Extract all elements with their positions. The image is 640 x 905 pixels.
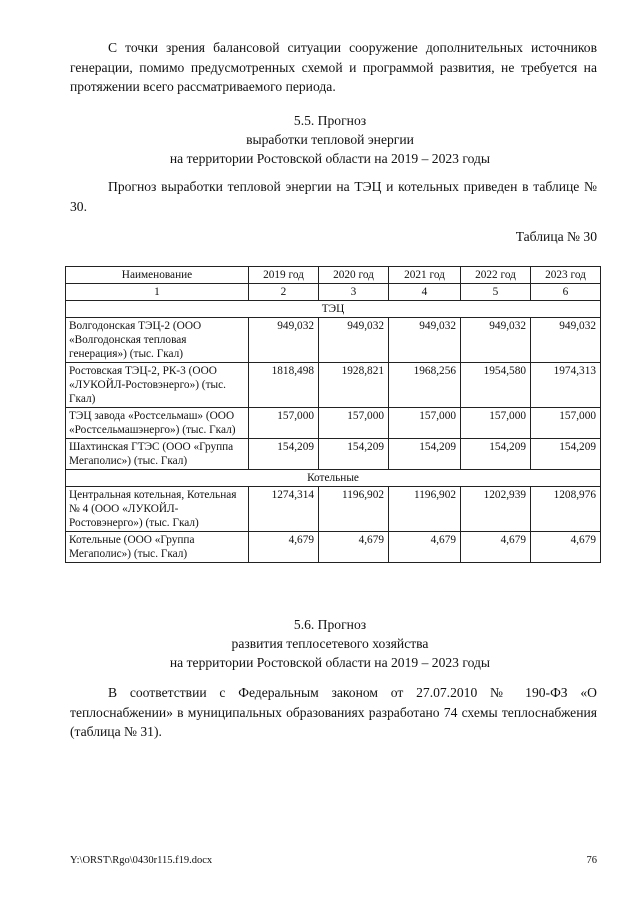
header-name: Наименование xyxy=(66,267,249,284)
section-label-boilers: Котельные xyxy=(66,470,601,487)
section-label-tec: ТЭЦ xyxy=(66,301,601,318)
forecast-paragraph: Прогноз выработки тепловой энергии на ТЭЦ и котельных приведен в таблице № 30. xyxy=(70,179,597,214)
value-cell: 1928,821 xyxy=(319,363,389,408)
value-cell: 949,032 xyxy=(389,318,461,363)
index-cell: 6 xyxy=(531,284,601,301)
index-cell: 2 xyxy=(249,284,319,301)
table-index-row xyxy=(66,284,601,301)
section-row-tec xyxy=(66,301,601,318)
value-cell: 4,679 xyxy=(319,532,389,563)
value-cell: 157,000 xyxy=(249,408,319,439)
value-cell: 1968,256 xyxy=(389,363,461,408)
table-row xyxy=(66,408,601,439)
value-cell: 157,000 xyxy=(461,408,531,439)
header-2020: 2020 год xyxy=(319,267,389,284)
index-cell: 5 xyxy=(461,284,531,301)
section-5-5-heading xyxy=(60,111,600,168)
value-cell: 949,032 xyxy=(461,318,531,363)
section-5-5-line2: выработки тепловой энергии xyxy=(246,132,414,147)
value-cell: 1954,580 xyxy=(461,363,531,408)
header-2022: 2022 год xyxy=(461,267,531,284)
row-name: ТЭЦ завода «Ростсельмаш» (ООО «Ростсельмашэнерго») (тыс. Гкал) xyxy=(66,408,249,439)
value-cell: 1196,902 xyxy=(389,487,461,532)
table-row xyxy=(66,318,601,363)
heat-production-table xyxy=(65,266,601,563)
value-cell: 4,679 xyxy=(249,532,319,563)
value-cell: 154,209 xyxy=(531,439,601,470)
table-header-row xyxy=(66,267,601,284)
header-2019: 2019 год xyxy=(249,267,319,284)
table-row xyxy=(66,532,601,563)
row-name: Волгодонская ТЭЦ-2 (ООО «Волгодонская тепловая генерация») (тыс. Гкал) xyxy=(66,318,249,363)
footer-page-number: 76 xyxy=(586,855,597,866)
intro-paragraph: С точки зрения балансовой ситуации сооружение дополнительных источников генерации, помимо предусмотренных схемой и программой развития, не требуется на протяжении всего рассматриваемого периода. xyxy=(70,40,597,94)
index-cell: 3 xyxy=(319,284,389,301)
value-cell: 154,209 xyxy=(389,439,461,470)
value-cell: 1202,939 xyxy=(461,487,531,532)
row-name: Центральная котельная, Котельная № 4 (ООО «ЛУКОЙЛ-Ростовэнерго») (тыс. Гкал) xyxy=(66,487,249,532)
value-cell: 1196,902 xyxy=(319,487,389,532)
index-cell: 4 xyxy=(389,284,461,301)
header-2023: 2023 год xyxy=(531,267,601,284)
value-cell: 154,209 xyxy=(319,439,389,470)
value-cell: 1208,976 xyxy=(531,487,601,532)
value-cell: 4,679 xyxy=(461,532,531,563)
value-cell: 4,679 xyxy=(389,532,461,563)
value-cell: 949,032 xyxy=(249,318,319,363)
row-name: Котельные (ООО «Группа Мегаполис») (тыс. Гкал) xyxy=(66,532,249,563)
section-5-5-line3: на территории Ростовской области на 2019 – 2023 годы xyxy=(169,151,491,166)
value-cell: 4,679 xyxy=(531,532,601,563)
row-name: Ростовская ТЭЦ-2, РК-3 (ООО «ЛУКОЙЛ-Ростовэнерго») (тыс. Гкал) xyxy=(66,363,249,408)
table-row xyxy=(66,487,601,532)
value-cell: 1274,314 xyxy=(249,487,319,532)
section-5-5-line1: 5.5. Прогноз xyxy=(293,113,367,128)
section-5-6-heading xyxy=(60,615,600,672)
table-row xyxy=(66,363,601,408)
value-cell: 157,000 xyxy=(531,408,601,439)
table-caption: Таблица № 30 xyxy=(515,229,597,244)
value-cell: 154,209 xyxy=(249,439,319,470)
table-row xyxy=(66,439,601,470)
footer-file-path: Y:\ORST\Rgo\0430r115.f19.docx xyxy=(70,855,213,866)
value-cell: 157,000 xyxy=(389,408,461,439)
value-cell: 949,032 xyxy=(319,318,389,363)
value-cell: 949,032 xyxy=(531,318,601,363)
value-cell: 1974,313 xyxy=(531,363,601,408)
section-5-6-line1: 5.6. Прогноз xyxy=(293,617,367,632)
section-row-boilers xyxy=(66,470,601,487)
section-5-6-line2: развития теплосетевого хозяйства xyxy=(231,636,429,651)
index-cell: 1 xyxy=(66,284,249,301)
value-cell: 157,000 xyxy=(319,408,389,439)
value-cell: 1818,498 xyxy=(249,363,319,408)
header-2021: 2021 год xyxy=(389,267,461,284)
value-cell: 154,209 xyxy=(461,439,531,470)
row-name: Шахтинская ГТЭС (ООО «Группа Мегаполис») (тыс. Гкал) xyxy=(66,439,249,470)
law-paragraph: В соответствии с Федеральным законом от 27.07.2010 № 190-ФЗ «О теплоснабжении» в муниципальных образованиях разработано 74 схемы теплоснабжения (таблица № 31). xyxy=(70,685,597,739)
section-5-6-line3: на территории Ростовской области на 2019 – 2023 годы xyxy=(169,655,491,670)
